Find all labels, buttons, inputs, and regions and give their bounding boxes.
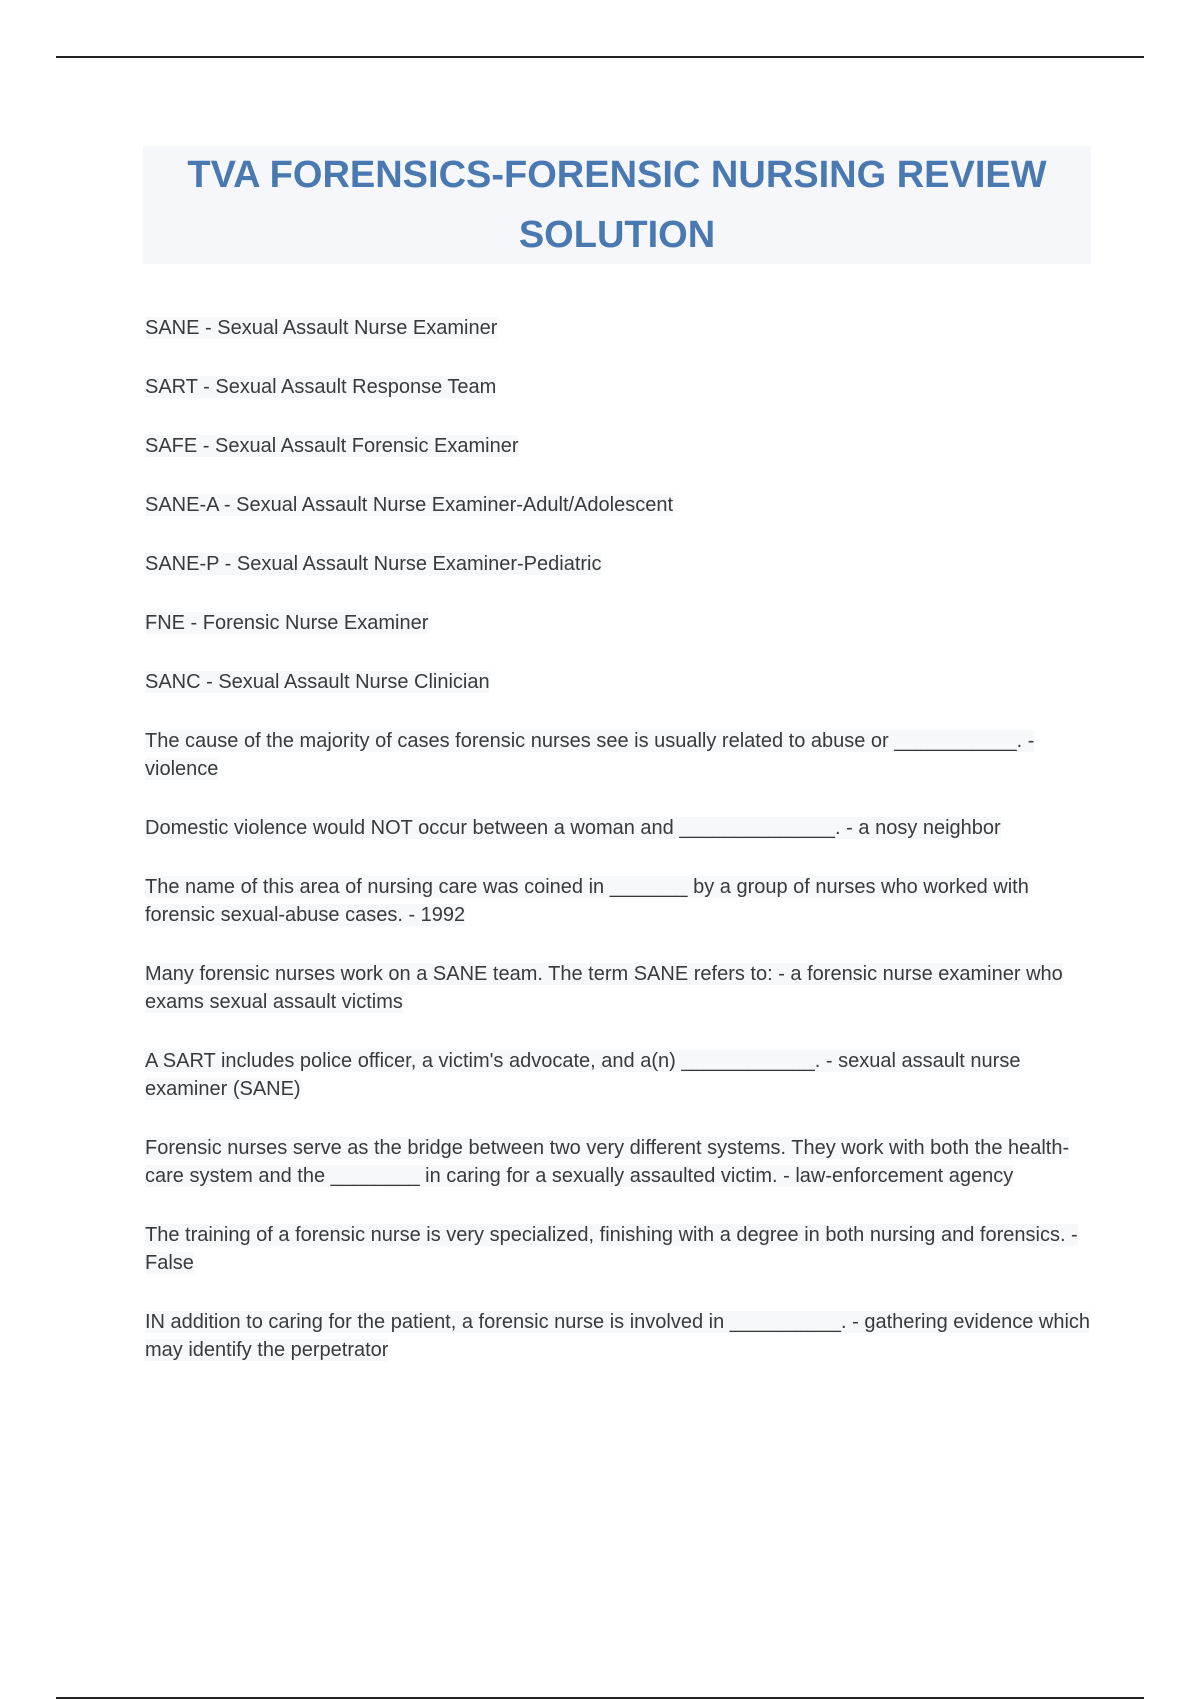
bottom-rule: [56, 1697, 1144, 1699]
entry-cause-of-cases: [145, 727, 1095, 783]
entry-sane-a: [145, 491, 1095, 519]
entry-text: SANE - Sexual Assault Nurse Examiner: [145, 317, 498, 339]
entry-text: SANC - Sexual Assault Nurse Clinician: [145, 671, 490, 693]
entry-text: Forensic nurses serve as the bridge between two very different systems. They work with both the health-care system and the ________ in caring for a sexually assaulted victim. - law-enforcement agency: [145, 1137, 1070, 1187]
entry-sart-includes: [145, 1047, 1095, 1103]
entry-sane-p: [145, 550, 1095, 578]
document-body: [145, 314, 1095, 1395]
entry-text: The name of this area of nursing care was coined in _______ by a group of nurses who worked with forensic sexual-abuse cases. - 1992: [145, 876, 1029, 926]
entry-text: The training of a forensic nurse is very specialized, finishing with a degree in both nursing and forensics. - False: [145, 1224, 1078, 1274]
entry-training: [145, 1221, 1095, 1277]
entry-fne: [145, 609, 1095, 637]
entry-text: FNE - Forensic Nurse Examiner: [145, 612, 429, 634]
entry-text: SAFE - Sexual Assault Forensic Examiner: [145, 435, 519, 457]
entry-name-coined: [145, 873, 1095, 929]
document-title: TVA FORENSICS-FORENSIC NURSING REVIEW SOLUTION: [187, 154, 1047, 256]
entry-text: SANE-P - Sexual Assault Nurse Examiner-Pediatric: [145, 553, 602, 575]
top-rule: [56, 56, 1144, 58]
entry-domestic-violence: [145, 814, 1095, 842]
entry-sanc: [145, 668, 1095, 696]
entry-text: The cause of the majority of cases forensic nurses see is usually related to abuse or ___________. - violence: [145, 730, 1035, 780]
entry-bridge-systems: [145, 1134, 1095, 1190]
entry-text: SANE-A - Sexual Assault Nurse Examiner-Adult/Adolescent: [145, 494, 674, 516]
entry-text: A SART includes police officer, a victim's advocate, and a(n) ____________. - sexual assault nurse examiner (SANE): [145, 1050, 1021, 1100]
entry-sart: [145, 373, 1095, 401]
entry-text: Many forensic nurses work on a SANE team. The term SANE refers to: - a forensic nurse examiner who exams sexual assault victims: [145, 963, 1063, 1013]
entry-evidence: [145, 1308, 1095, 1364]
entry-text: SART - Sexual Assault Response Team: [145, 376, 497, 398]
entry-safe: [145, 432, 1095, 460]
title-banner: [143, 146, 1091, 264]
entry-sane: [145, 314, 1095, 342]
entry-text: IN addition to caring for the patient, a forensic nurse is involved in __________. - gathering evidence which may identify the perpetrator: [145, 1311, 1091, 1361]
entry-sane-team: [145, 960, 1095, 1016]
entry-text: Domestic violence would NOT occur between a woman and ______________. - a nosy neighbor: [145, 817, 1001, 839]
